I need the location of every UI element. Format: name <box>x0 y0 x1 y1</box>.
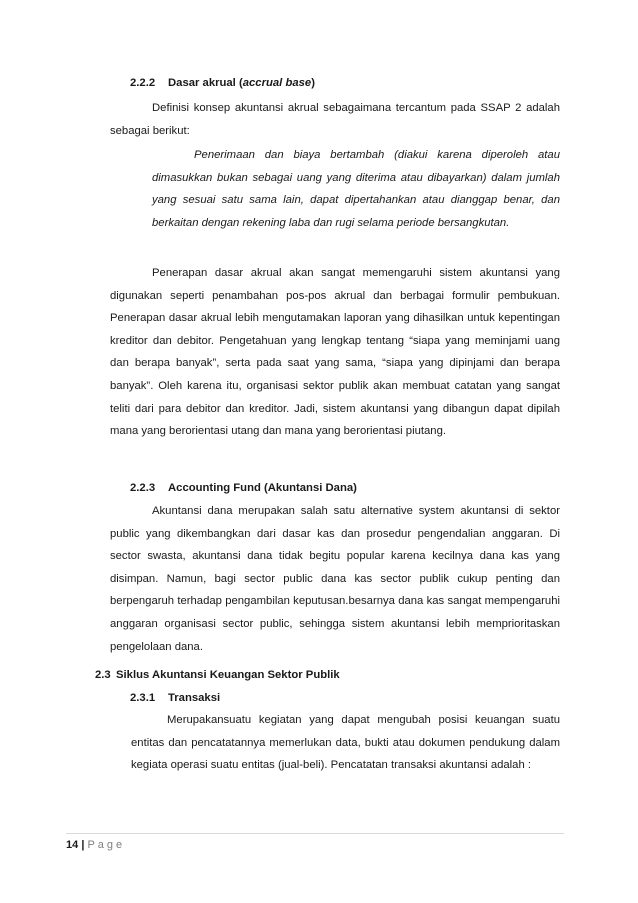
heading-number: 2.3 <box>95 669 111 681</box>
paragraph-accrual-body <box>110 262 560 443</box>
heading-2-3-1 <box>130 690 220 706</box>
heading-title: Accounting Fund (Akuntansi Dana) <box>168 482 357 494</box>
page-footer <box>66 838 125 852</box>
heading-number: 2.3.1 <box>130 692 156 704</box>
heading-title: Transaksi <box>168 692 221 704</box>
paragraph-text: Akuntansi dana merupakan salah satu alternative system akuntansi di sektor public yang dikembangkan dari dasar kas dan prosedur pengendalian anggaran. Di sector swasta, akuntansi dana tidak begitu popular karena kecilnya dana kas yang disimpan. Namun, bagi sector public dana kas sector publik cukup penting dan berpengaruh terhadap pengambilan keputusan.besarnya dana kas sangat mempengaruhi anggaran organisasi sector public, sehingga sistem akuntansi lebih memprioritaskan pengelolaan dana. <box>110 505 560 653</box>
paragraph-text: Merupakansuatu kegiatan yang dapat mengubah posisi keuangan suatu entitas dan pencatatannya memerlukan data, bukti atau dokumen pendukung dalam kegiata operasi suatu entitas (jual-beli). Pencatatan transaksi akuntansi adalah : <box>131 714 560 772</box>
paragraph-text: Penerapan dasar akrual akan sangat memengaruhi sistem akuntansi yang digunakan seperti penambahan pos-pos akrual dan berbagai formulir pembukuan. Penerapan dasar akrual lebih mengutamakan laporan yang dihasilkan untuk kepentingan kreditor dan debitor. Pengetahuan yang lengkap tentang “siapa yang meminjami uang dan berapa banyak”, serta pada saat yang sama, “siapa yang dipinjami dan berapa banyak”. Oleh karena itu, organisasi sektor publik akan membuat catatan yang sangat teliti dari para debitor dan kreditor. Jadi, sistem akuntansi yang dibangun dapat dipilah mana yang berorientasi utang dan mana yang berorientasi piutang. <box>110 267 560 438</box>
heading-title-suffix: ) <box>311 77 315 89</box>
heading-title-prefix: Dasar akrual ( <box>168 77 243 89</box>
paragraph-transaction <box>131 709 560 777</box>
footer-separator: | <box>81 839 85 851</box>
quote-ssap2-definition <box>152 144 560 234</box>
heading-title: Siklus Akuntansi Keuangan Sektor Publik <box>116 669 340 681</box>
heading-title-italic: accrual base <box>242 77 312 89</box>
quote-text: Penerimaan dan biaya bertambah (diakui karena diperoleh atau dimasukkan bukan sebagai uang yang diterima atau dibayarkan) dalam jumlah yang sesuai satu sama lain, dapat dipertahankan atau dianggap benar, dan berkaitan dengan rekening laba dan rugi selama periode bersangkutan. <box>152 149 560 229</box>
paragraph-text: Definisi konsep akuntansi akrual sebagaimana tercantum pada SSAP 2 adalah sebagai berikut: <box>110 102 560 137</box>
footer-divider <box>66 833 564 834</box>
paragraph-accounting-fund <box>110 500 560 658</box>
page-label: Page <box>87 839 126 851</box>
heading-2-2-2 <box>130 75 315 91</box>
heading-number: 2.2.3 <box>130 482 156 494</box>
heading-number: 2.2.2 <box>130 77 156 89</box>
heading-2-3 <box>95 667 340 683</box>
page-number: 14 <box>66 839 79 851</box>
heading-2-2-3 <box>130 480 357 496</box>
paragraph-accrual-intro <box>110 97 560 142</box>
